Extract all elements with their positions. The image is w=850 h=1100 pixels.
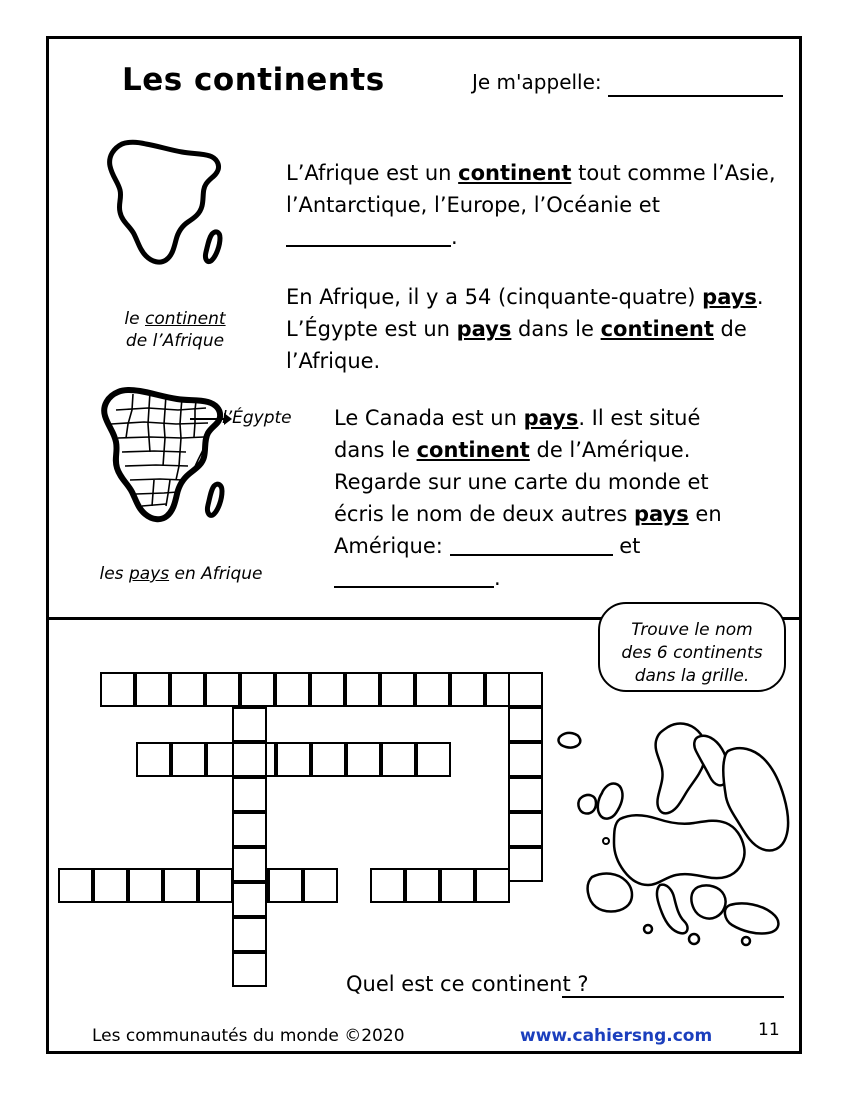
crossword-cell[interactable]: [416, 742, 451, 777]
p3-answer-blank-2[interactable]: [334, 566, 494, 588]
paragraph-3: [334, 402, 724, 594]
p2-bold-pays-2: pays: [456, 317, 512, 341]
crossword-cell[interactable]: [268, 868, 303, 903]
crossword-cell[interactable]: [232, 777, 267, 812]
crossword-cell[interactable]: [232, 882, 267, 917]
footer-page-number: 11: [758, 1020, 780, 1040]
crossword-cell[interactable]: [136, 742, 171, 777]
p3-answer-blank-1[interactable]: [450, 534, 613, 556]
paragraph-2: [286, 281, 786, 377]
p3-text-6: .: [494, 566, 501, 590]
name-label: Je m'appelle:: [472, 70, 602, 94]
crossword-cell[interactable]: [100, 672, 135, 707]
name-input-line[interactable]: [608, 95, 783, 97]
crossword-cell[interactable]: [198, 868, 233, 903]
crossword-cell[interactable]: [415, 672, 450, 707]
p3-text-2: . Il est situé dans le: [334, 406, 701, 462]
crossword-cell[interactable]: [370, 868, 405, 903]
crossword-cell[interactable]: [475, 868, 510, 903]
p1-text-3: .: [451, 225, 458, 249]
crossword-cell[interactable]: [232, 952, 267, 987]
crossword-cell[interactable]: [508, 672, 543, 707]
crossword-cell[interactable]: [450, 672, 485, 707]
crossword-cell[interactable]: [232, 812, 267, 847]
p3-bold-pays-1: pays: [523, 406, 579, 430]
crossword-cell[interactable]: [508, 847, 543, 882]
p2-text-3: dans le: [511, 317, 601, 341]
p3-text-4: en Amérique:: [334, 502, 722, 558]
p1-bold-continent: continent: [458, 161, 572, 185]
crossword-cell[interactable]: [171, 742, 206, 777]
crossword-cell[interactable]: [380, 672, 415, 707]
crossword-cell[interactable]: [381, 742, 416, 777]
bottom-question: Quel est ce continent ?: [346, 972, 589, 996]
p3-bold-continent: continent: [416, 438, 530, 462]
crossword-cell[interactable]: [276, 742, 311, 777]
p3-text-1: Le Canada est un: [334, 406, 524, 430]
crossword-cell[interactable]: [135, 672, 170, 707]
crossword-cell[interactable]: [508, 707, 543, 742]
crossword-cell[interactable]: [303, 868, 338, 903]
crossword-cell[interactable]: [508, 742, 543, 777]
africa-countries-map: [78, 380, 258, 560]
crossword-cell[interactable]: [310, 672, 345, 707]
footer-copyright: Les communautés du monde ©2020: [92, 1026, 405, 1046]
crossword-cell[interactable]: [240, 672, 275, 707]
europe-map: [548, 715, 798, 960]
crossword-cell[interactable]: [232, 707, 267, 742]
caption-underlined-word: continent: [145, 309, 226, 329]
instruction-bubble: [598, 602, 786, 692]
p1-answer-blank[interactable]: [286, 225, 451, 247]
p3-bold-pays-2: pays: [633, 502, 689, 526]
crossword-cell[interactable]: [163, 868, 198, 903]
crossword-cell[interactable]: [58, 868, 93, 903]
crossword-cell[interactable]: [346, 742, 381, 777]
crossword-cell[interactable]: [128, 868, 163, 903]
crossword-cell[interactable]: [345, 672, 380, 707]
caption2-suffix: en Afrique: [169, 564, 263, 584]
crossword-cell[interactable]: [93, 868, 128, 903]
p2-text-1: En Afrique, il y a 54 (cinquante-quatre): [286, 285, 703, 309]
p2-text-4: de l’Afrique.: [286, 317, 747, 373]
footer-website-link[interactable]: www.cahiersng.com: [520, 1026, 713, 1046]
crossword-cell[interactable]: [311, 742, 346, 777]
crossword-cell[interactable]: [232, 742, 267, 777]
bubble-line-3: dans la grille.: [634, 666, 750, 686]
p1-text-1: L’Afrique est un: [286, 161, 459, 185]
caption2-underlined-word: pays: [128, 564, 170, 584]
africa-countries-caption: [74, 563, 288, 585]
p2-text-2: . L’Égypte est un: [286, 285, 764, 341]
africa-outline-caption: [92, 308, 258, 352]
caption-line2: de l’Afrique: [125, 331, 225, 351]
p2-bold-pays-1: pays: [702, 285, 757, 309]
crossword-cell[interactable]: [405, 868, 440, 903]
bubble-line-2: des 6 continents: [621, 643, 763, 663]
crossword-cell[interactable]: [275, 672, 310, 707]
caption2-prefix: les: [99, 564, 129, 584]
bottom-question-answer-line[interactable]: [562, 996, 784, 998]
crossword-cell[interactable]: [232, 917, 267, 952]
crossword-cell[interactable]: [232, 847, 267, 882]
africa-outline-map: [80, 130, 250, 300]
p2-bold-continent: continent: [600, 317, 714, 341]
crossword-cell[interactable]: [508, 812, 543, 847]
p3-text-5: et: [612, 534, 641, 558]
page-title: Les continents: [122, 62, 385, 98]
bubble-line-1: Trouve le nom: [631, 620, 753, 640]
egypt-label: l’Égypte: [222, 408, 292, 428]
caption-prefix: le: [124, 309, 145, 329]
crossword-cell[interactable]: [170, 672, 205, 707]
p1-text-2: tout comme l’Asie, l’Antarctique, l’Europe, l’Océanie et: [286, 161, 776, 217]
crossword-cell[interactable]: [508, 777, 543, 812]
crossword-cell[interactable]: [205, 672, 240, 707]
crossword-cell[interactable]: [440, 868, 475, 903]
p3-text-3: de l’Amérique. Regarde sur une carte du monde et écris le nom de deux autres: [334, 438, 709, 526]
paragraph-1: [286, 157, 796, 253]
